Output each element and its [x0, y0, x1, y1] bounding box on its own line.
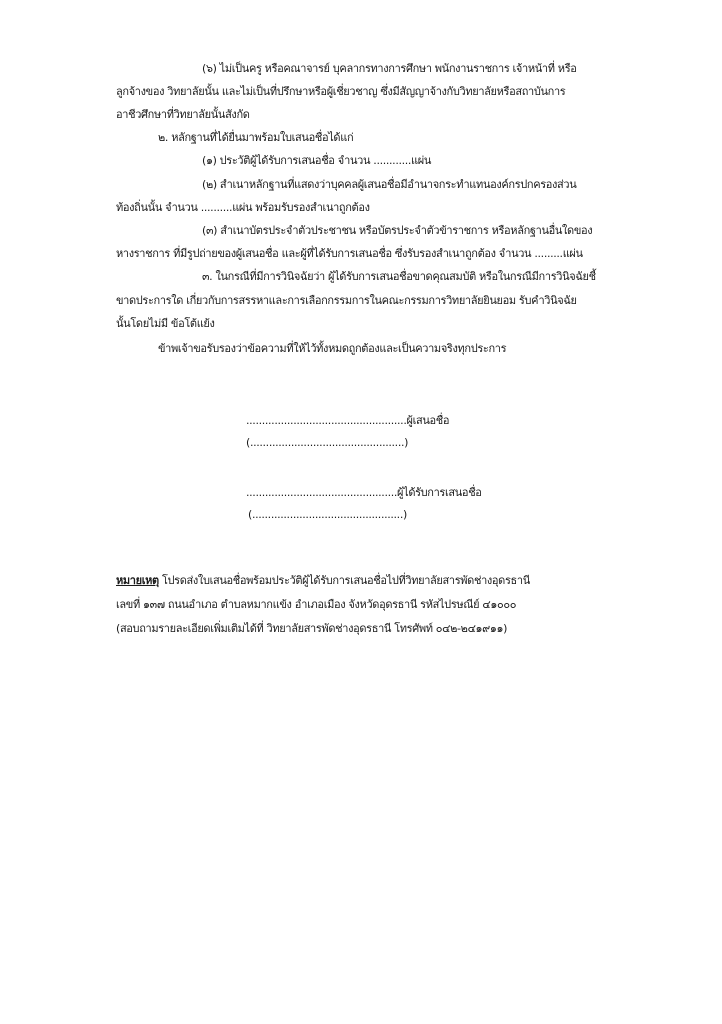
note-line-2: เลขที่ ๑๓๗ ถนนอำเภอ ตำบลหมากแข้ง อำเภอเมือง จังหวัดอุดรธานี รหัสไปรษณีย์ ๔๑๐๐๐: [116, 598, 517, 611]
nominee-name-line: (................................................): [248, 508, 407, 521]
note-text-1: โปรดส่งใบเสนอชื่อพร้อมประวัติผู้ได้รับการเสนอชื่อไปที่วิทยาลัยสารพัดช่างอุดรธานี: [158, 574, 530, 587]
nominee-signature-line: ................................................ผู้ได้รับการเสนอชื่อ: [246, 486, 482, 499]
note-label: หมายเหตุ: [116, 574, 159, 587]
evidence-2-line-1: (๒) สำเนาหลักฐานที่แสดงว่าบุคคลผู้เสนอชื่อมีอำนาจกระทำแทนองค์กรปกครองส่วน: [202, 178, 577, 191]
certification-statement: ข้าพเจ้าขอรับรองว่าข้อความที่ให้ไว้ทั้งหมดถูกต้องและเป็นความจริงทุกประการ: [158, 342, 507, 355]
section-3-line-1: ๓. ในกรณีที่มีการวินิจฉัยว่า ผู้ได้รับการเสนอชื่อขาดคุณสมบัติ หรือในกรณีมีการวินิจฉัยชี้: [202, 270, 596, 283]
evidence-1: (๑) ประวัติผู้ได้รับการเสนอชื่อ จำนวน ............แผ่น: [202, 154, 432, 167]
section-3-line-3: นั้นโดยไม่มี ข้อโต้แย้ง: [116, 317, 215, 330]
clause-6-line-3: อาชีวศึกษาที่วิทยาลัยนั้นสังกัด: [116, 108, 250, 121]
clause-6-line-2: ลูกจ้างของ วิทยาลัยนั้น และไม่เป็นที่ปรึกษาหรือผู้เชี่ยวชาญ ซึ่งมีสัญญาจ้างกับวิทยาลัยหรือสถาบันการ: [116, 85, 566, 98]
evidence-3-line-1: (๓) สำเนาบัตรประจำตัวประชาชน หรือบัตรประจำตัวข้าราชการ หรือหลักฐานอื่นใดของ: [202, 224, 593, 237]
evidence-3-line-2: หางราชการ ที่มีรูปถ่ายของผู้เสนอชื่อ และผู้ที่ได้รับการเสนอชื่อ ซึ่งรับรองสำเนาถูกต้อง จำนวน .........แผ่น: [116, 247, 583, 260]
nominator-signature-line: ...................................................ผู้เสนอชื่อ: [246, 414, 450, 427]
clause-6-line-1: (๖) ไม่เป็นครู หรือคณาจารย์ บุคลากรทางการศึกษา พนักงานราชการ เจ้าหน้าที่ หรือ: [202, 62, 577, 75]
note-line-3: (สอบถามรายละเอียดเพิ่มเติมได้ที่ วิทยาลัยสารพัดช่างอุดรธานี โทรศัพท์ ๐๔๒-๒๔๑๙๑๑): [116, 622, 508, 635]
note-line-1: [116, 574, 530, 588]
evidence-2-line-2: ท้องถิ่นนั้น จำนวน ..........แผ่น พร้อมรับรองสำเนาถูกต้อง: [116, 201, 370, 214]
section-3-line-2: ขาดประการใด เกี่ยวกับการสรรหาและการเลือกกรรมการในคณะกรรมการวิทยาลัยยินยอม รับคำวินิจฉัย: [116, 294, 577, 307]
section-2-heading: ๒. หลักฐานที่ได้ยื่นมาพร้อมใบเสนอชื่อได้แก่: [158, 131, 354, 144]
nominator-name-line: (.................................................): [246, 436, 409, 449]
